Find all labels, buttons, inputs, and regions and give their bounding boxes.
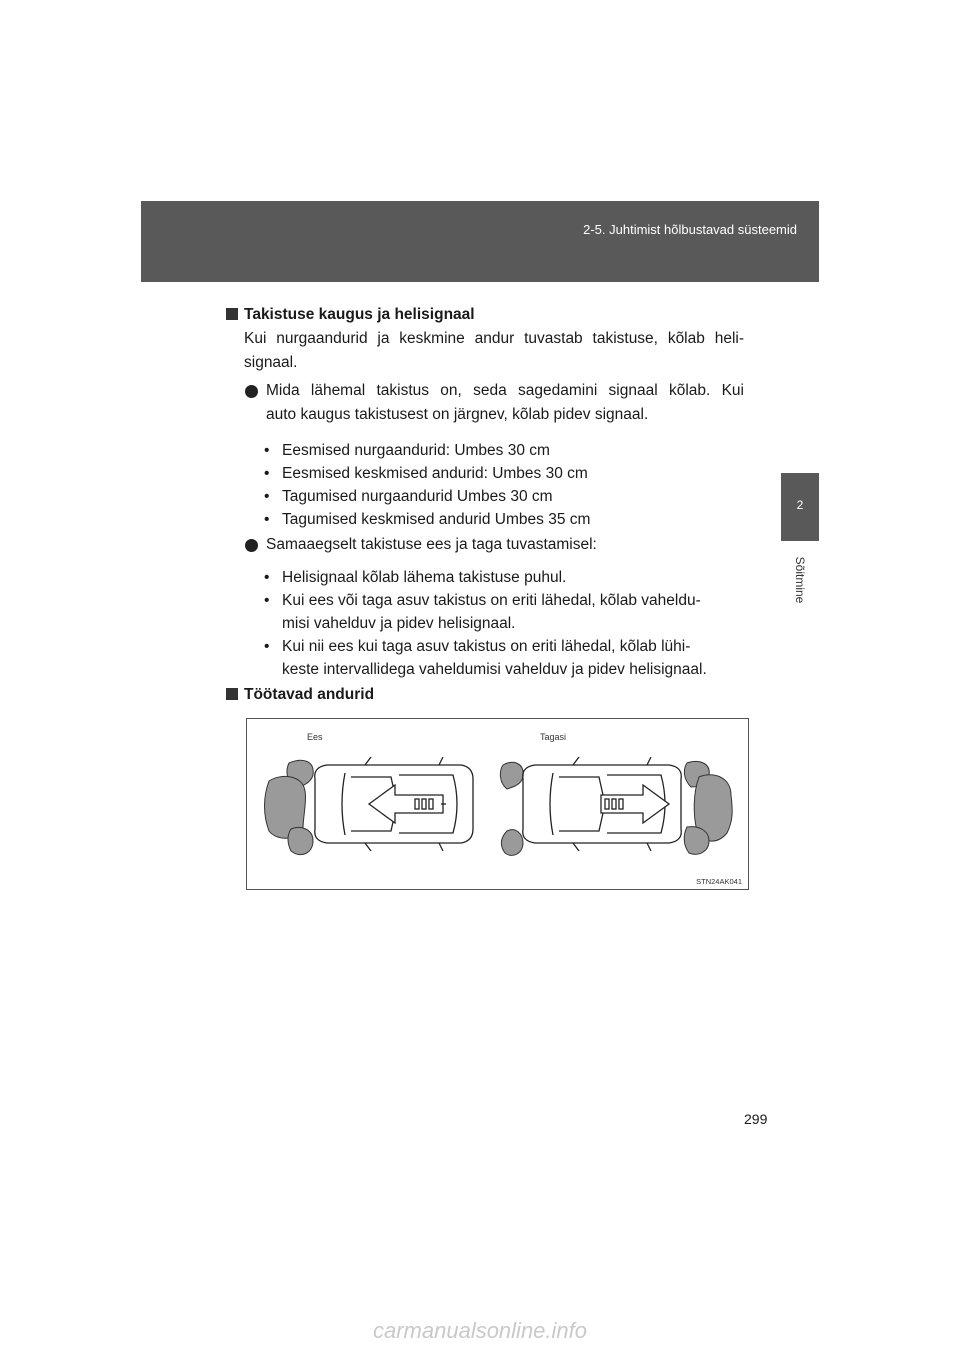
chapter-label: Sõitmine — [793, 556, 807, 604]
heading-text: Takistuse kaugus ja helisignaal — [244, 306, 475, 323]
sensor-diagram — [246, 718, 749, 890]
intro-line-2: signaal. — [244, 354, 298, 371]
distance-item: • Tagumised keskmised andurid Umbes 35 cm — [264, 511, 591, 528]
chapter-header — [141, 201, 819, 282]
heading-text: Töötavad andurid — [244, 686, 375, 703]
chapter-number: 2 — [796, 498, 804, 512]
section-heading-sensors — [226, 686, 374, 704]
bullet1-line-1: Mida lähemal takistus on, seda sagedamini signaal kõlab. Kui — [266, 382, 744, 399]
square-bullet-icon — [226, 688, 238, 700]
round-bullet-icon — [245, 539, 258, 552]
distance-item: • Eesmised keskmised andurid: Umbes 30 cm — [264, 465, 588, 482]
bullet2-text: Samaaegselt takistuse ees ja taga tuvastamisel: — [266, 536, 597, 553]
section-heading-distance — [226, 306, 475, 324]
case-item-continued: keste intervallidega vaheldumisi vahelduv ja pidev helisignaal. — [282, 661, 707, 678]
case-item: • Kui ees või taga asuv takistus on eriti lähedal, kõlab vaheldu- — [264, 592, 701, 609]
page-number: 299 — [744, 1111, 768, 1127]
intro-line-1: Kui nurgaandurid ja keskmine andur tuvastab takistuse, kõlab heli- — [244, 330, 744, 347]
watermark: carmanualsonline.info — [372, 1318, 588, 1343]
chapter-side-label — [780, 550, 820, 610]
chapter-tab — [781, 473, 819, 541]
distance-item: • Eesmised nurgaandurid: Umbes 30 cm — [264, 442, 550, 459]
chapter-title: 2-5. Juhtimist hõlbustavad süsteemid — [583, 222, 797, 237]
bullet1-line-2: auto kaugus takistusest on järgnev, kõlab pidev signaal. — [266, 406, 649, 423]
front-sensor-zones — [265, 760, 314, 854]
case-item: • Helisignaal kõlab lähema takistuse puhul. — [264, 569, 567, 586]
distance-item: • Tagumised nurgaandurid Umbes 30 cm — [264, 488, 553, 505]
case-item: • Kui nii ees kui taga asuv takistus on eriti lähedal, kõlab lühi- — [264, 638, 691, 655]
square-bullet-icon — [226, 308, 238, 320]
round-bullet-icon — [245, 385, 258, 398]
rear-arrow-icon — [601, 785, 669, 823]
case-item-continued: misi vahelduv ja pidev helisignaal. — [282, 615, 516, 632]
label-rear: Tagasi — [540, 732, 567, 742]
label-front: Ees — [307, 732, 323, 742]
sensor-diagram-drawing — [247, 719, 748, 889]
front-arrow-icon — [369, 785, 446, 823]
figure-code: STN24AK041 — [696, 877, 742, 886]
